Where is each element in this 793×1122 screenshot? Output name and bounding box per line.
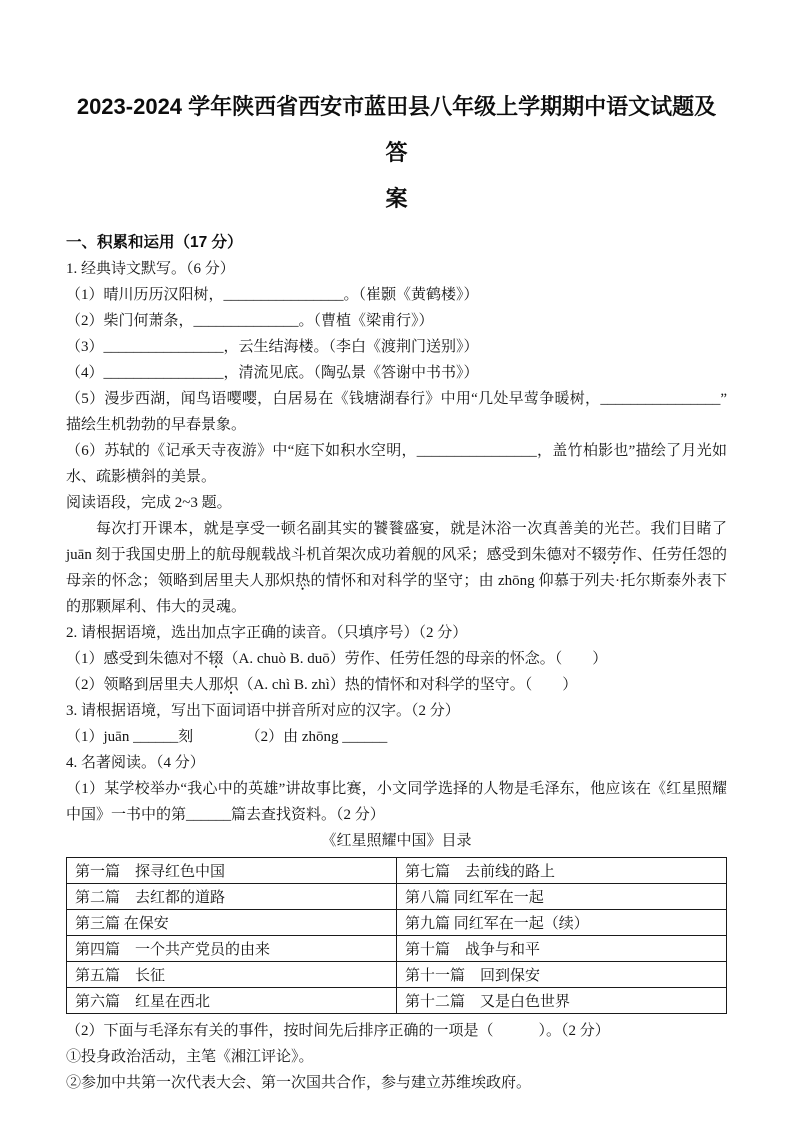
table-row bbox=[67, 988, 727, 1014]
q4-item-2: （2）下面与毛泽东有关的事件，按时间先后排序正确的一项是（ ）。（2 分） bbox=[66, 1023, 610, 1039]
question-3: 3. 请根据语境，写出下面词语中拼音所对应的汉字。（2 分） bbox=[66, 703, 460, 719]
q4-item-1: （1）某学校举办“我心中的英雄”讲故事比赛，小文同学选择的人物是毛泽东，他应该在《红星照耀中国》一书中的第______篇去查找资料。（2 分） bbox=[66, 781, 727, 823]
page-title bbox=[66, 84, 727, 222]
question-2: 2. 请根据语境，选出加点字正确的读音。（只填序号）（2 分） bbox=[66, 625, 468, 641]
toc-cell-left: 第六篇 红星在西北 bbox=[67, 988, 397, 1014]
page-title-line2: 案 bbox=[385, 186, 408, 211]
reading-passage: 每次打开课本，就是享受一顿名副其实的饕餮盛宴，就是沐浴一次真善美的光芒。我们目睹了 juān 刻于我国史册上的航母舰载战斗机首架次成功着舰的风采；感受到朱德对不辍劳作、任劳任怨的母亲的怀念；领略到居里夫人那炽热的情怀和对科学的坚守；由 zhōng 仰慕于列夫·托尔斯泰外表下的那颗犀利、伟大的灵魂。 bbox=[66, 521, 727, 615]
q1-item-6: （6）苏轼的《记承天寺夜游》中“庭下如积水空明，________________，盖竹柏影也”描绘了月光如水、疏影横斜的美景。 bbox=[66, 443, 727, 485]
table-row bbox=[67, 936, 727, 962]
table-row bbox=[67, 884, 727, 910]
toc-cell-left: 第二篇 去红都的道路 bbox=[67, 884, 397, 910]
event-2: ②参加中共第一次代表大会、第一次国共合作，参与建立苏维埃政府。 bbox=[66, 1075, 532, 1091]
question-4: 4. 名著阅读。（4 分） bbox=[66, 755, 205, 771]
toc-cell-right: 第八篇 同红军在一起 bbox=[397, 884, 727, 910]
toc-cell-right: 第十一篇 回到保安 bbox=[397, 962, 727, 988]
toc-cell-left: 第四篇 一个共产党员的由来 bbox=[67, 936, 397, 962]
q1-item-1: （1）晴川历历汉阳树，________________。（崔颢《黄鹤楼》） bbox=[66, 287, 479, 303]
toc-cell-right: 第十篇 战争与和平 bbox=[397, 936, 727, 962]
table-row bbox=[67, 910, 727, 936]
toc-cell-right: 第九篇 同红军在一起（续） bbox=[397, 910, 727, 936]
toc-cell-right: 第七篇 去前线的路上 bbox=[397, 858, 727, 884]
q1-item-3: （3）________________，云生结海楼。（李白《渡荆门送别》） bbox=[66, 339, 479, 355]
q2-item-1: （1）感受到朱德对不辍（A. chuò B. duō）劳作、任劳任怨的母亲的怀念。（ ） bbox=[66, 651, 608, 667]
toc-table bbox=[66, 857, 727, 1014]
section-1-heading: 一、积累和运用（17 分） bbox=[66, 234, 243, 251]
toc-cell-left: 第一篇 探寻红色中国 bbox=[67, 858, 397, 884]
reading-intro: 阅读语段，完成 2~3 题。 bbox=[66, 495, 232, 511]
q2-item-2: （2）领略到居里夫人那炽（A. chì B. zhì）热的情怀和对科学的坚守。（ ） bbox=[66, 677, 578, 693]
q1-item-2: （2）柴门何萧条，______________。（曹植《梁甫行》） bbox=[66, 313, 434, 329]
toc-caption: 《红星照耀中国》目录 bbox=[321, 833, 472, 849]
q1-item-5: （5）漫步西湖，闻鸟语嘤嘤，白居易在《钱塘湖春行》中用“几处早莺争暖树，________________”描绘生机勃勃的早春景象。 bbox=[66, 391, 727, 433]
q1-item-4: （4）________________，清流见底。（陶弘景《答谢中书书》） bbox=[66, 365, 479, 381]
toc-cell-right: 第十二篇 又是白色世界 bbox=[397, 988, 727, 1014]
q3-items: （1）juān ______刻 （2）由 zhōng ______ bbox=[66, 729, 388, 745]
toc-cell-left: 第五篇 长征 bbox=[67, 962, 397, 988]
event-1: ①投身政治活动，主笔《湘江评论》。 bbox=[66, 1049, 314, 1065]
table-row bbox=[67, 962, 727, 988]
table-row bbox=[67, 858, 727, 884]
toc-cell-left: 第三篇 在保安 bbox=[67, 910, 397, 936]
page-title-line1: 2023-2024 学年陕西省西安市蓝田县八年级上学期期中语文试题及答 bbox=[76, 94, 717, 165]
question-1: 1. 经典诗文默写。（6 分） bbox=[66, 261, 235, 277]
